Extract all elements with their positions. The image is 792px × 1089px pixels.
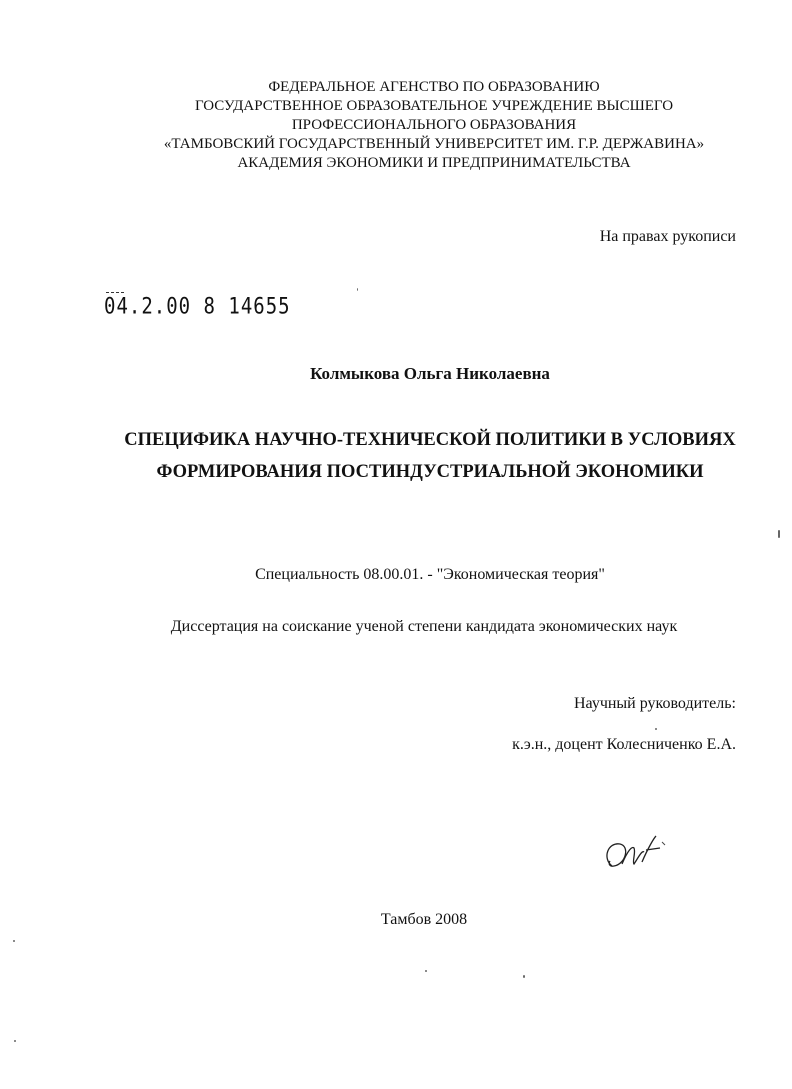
speciality-line: Специальность 08.00.01. - "Экономическая теория" xyxy=(255,566,605,583)
dissertation-title xyxy=(0,424,792,488)
header-line-institution-type: ГОСУДАРСТВЕННОЕ ОБРАЗОВАТЕЛЬНОЕ УЧРЕЖДЕНИЕ ВЫСШЕГО xyxy=(194,98,674,114)
scan-speck xyxy=(655,728,657,730)
title-line-1: СПЕЦИФИКА НАУЧНО-ТЕХНИЧЕСКОЙ ПОЛИТИКИ В УСЛОВИЯХ xyxy=(124,430,736,450)
scan-speck xyxy=(14,1040,16,1042)
city-year: Тамбов 2008 xyxy=(380,911,468,928)
signature-handwritten xyxy=(598,828,678,878)
title-line-2: ФОРМИРОВАНИЯ ПОСТИНДУСТРИАЛЬНОЙ ЭКОНОМИКИ xyxy=(156,462,704,482)
supervisor-label: Научный руководитель: xyxy=(573,695,736,712)
scan-speck xyxy=(523,975,525,978)
degree-line: Диссертация на соискание ученой степени кандидата экономических наук xyxy=(170,618,678,635)
archive-number: 04.2.00 8 14655 xyxy=(104,294,291,320)
manuscript-rights-note: На правах рукописи xyxy=(599,228,736,245)
header-line-agency: ФЕДЕРАЛЬНОЕ АГЕНСТВО ПО ОБРАЗОВАНИЮ xyxy=(268,79,600,95)
scan-speck xyxy=(425,970,427,972)
scan-speck xyxy=(778,530,780,538)
scan-speck xyxy=(13,940,15,942)
institution-header xyxy=(0,78,792,173)
header-line-education-level: ПРОФЕССИОНАЛЬНОГО ОБРАЗОВАНИЯ xyxy=(291,117,577,133)
header-line-academy: АКАДЕМИЯ ЭКОНОМИКИ И ПРЕДПРИНИМАТЕЛЬСТВА xyxy=(237,155,631,171)
author-name: Колмыкова Ольга Николаевна xyxy=(310,364,550,383)
header-line-university: «ТАМБОВСКИЙ ГОСУДАРСТВЕННЫЙ УНИВЕРСИТЕТ ИМ. Г.Р. ДЕРЖАВИНА» xyxy=(163,136,705,152)
supervisor-name: к.э.н., доцент Колесниченко Е.А. xyxy=(512,736,736,753)
scan-speck xyxy=(357,288,358,291)
